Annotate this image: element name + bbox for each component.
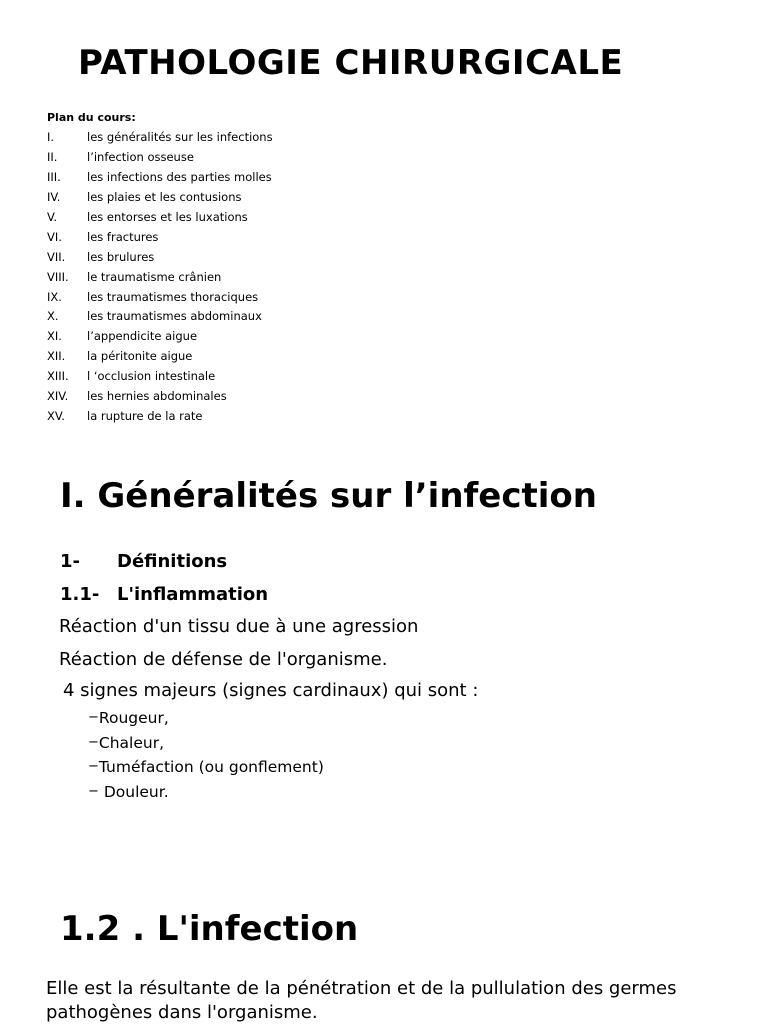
list-item	[88, 706, 324, 731]
list-item	[88, 731, 324, 756]
plan-item-number: XI.	[47, 329, 62, 344]
list-item	[88, 755, 324, 780]
plan-item-text: les généralités sur les infections	[87, 130, 273, 144]
plan-item	[47, 148, 273, 168]
plan-item-text: les plaies et les contusions	[87, 189, 242, 204]
plan-item-number: XV.	[47, 409, 65, 424]
body-text-line: 4 signes majeurs (signes cardinaux) qui sont :	[63, 680, 479, 701]
dash-bullet-icon: −	[88, 734, 99, 750]
plan-item-text: l’infection osseuse	[87, 149, 194, 164]
plan-item-number: VII.	[47, 249, 66, 264]
plan-item-number: X.	[47, 309, 59, 324]
subheading-number: 1.1-	[60, 584, 100, 605]
course-plan-list	[47, 128, 273, 427]
subheading-inflammation	[60, 582, 268, 608]
plan-item-number: VI.	[47, 229, 62, 244]
plan-item-text: les traumatismes thoraciques	[87, 289, 259, 304]
definition-paragraph: Elle est la résultante de la pénétration et de la pullulation des germes pathogènes dans l'organisme.	[46, 978, 677, 1023]
plan-item	[47, 268, 273, 288]
plan-item-number: II.	[47, 149, 58, 164]
plan-item-text: les traumatismes abdominaux	[87, 309, 262, 324]
plan-item-number: IV.	[47, 189, 61, 204]
plan-item-number: V.	[47, 209, 58, 224]
dash-bullet-icon: −	[88, 710, 99, 725]
plan-item-number: XII.	[47, 349, 66, 364]
plan-heading: Plan du cours:	[47, 111, 136, 124]
body-text-line: Réaction de défense de l'organisme.	[59, 649, 388, 670]
list-item-text: Rougeur,	[98, 709, 169, 727]
list-item-text: Douleur.	[98, 782, 169, 801]
section-title-infection: 1.2 . L'infection	[60, 909, 359, 949]
document-title: PATHOLOGIE CHIRURGICALE	[78, 43, 624, 83]
body-text-line: Réaction d'un tissu due à une agression	[59, 616, 419, 637]
plan-item-text: la rupture de la rate	[87, 409, 203, 424]
plan-item-text: l ‘occlusion intestinale	[87, 369, 216, 384]
plan-item-text: les hernies abdominales	[87, 389, 227, 404]
plan-item	[47, 407, 273, 427]
plan-item-text: les brulures	[87, 249, 155, 264]
plan-item	[47, 248, 273, 268]
plan-item-text: l’appendicite aigue	[87, 329, 198, 344]
plan-item	[47, 367, 273, 387]
subheading-number: 1-	[60, 551, 80, 572]
plan-item	[47, 327, 273, 347]
plan-item	[47, 128, 273, 148]
plan-item	[47, 188, 273, 208]
plan-item-number: XIV.	[47, 389, 69, 404]
plan-item	[47, 307, 273, 327]
plan-item	[47, 208, 273, 228]
plan-item-number: XIII.	[47, 369, 69, 384]
plan-item-number: IX.	[47, 289, 62, 304]
plan-item-number: I.	[47, 130, 55, 144]
section-title-generalites: I. Généralités sur l’infection	[60, 476, 597, 516]
plan-item-text: les entorses et les luxations	[87, 209, 248, 224]
list-item-text: Tuméfaction (ou gonflement)	[98, 758, 324, 777]
dash-bullet-icon: −	[88, 783, 99, 799]
plan-item-number: VIII.	[47, 269, 69, 284]
list-item	[88, 780, 324, 805]
plan-item-number: III.	[47, 169, 61, 184]
plan-item-text: le traumatisme crânien	[87, 269, 222, 284]
plan-item	[47, 168, 273, 188]
cardinal-signs-list	[88, 706, 324, 804]
dash-bullet-icon: −	[88, 759, 99, 775]
plan-item	[47, 288, 273, 308]
subheading-definitions	[60, 549, 227, 575]
plan-item	[47, 347, 273, 367]
plan-item-text: la péritonite aigue	[87, 349, 193, 364]
plan-item-text: les infections des parties molles	[87, 169, 272, 184]
plan-item	[47, 387, 273, 407]
plan-item-text: les fractures	[87, 229, 159, 244]
list-item-text: Chaleur,	[98, 733, 165, 752]
plan-item	[47, 228, 273, 248]
subheading-text: Définitions	[117, 551, 228, 572]
subheading-text: L'inflammation	[117, 584, 269, 605]
